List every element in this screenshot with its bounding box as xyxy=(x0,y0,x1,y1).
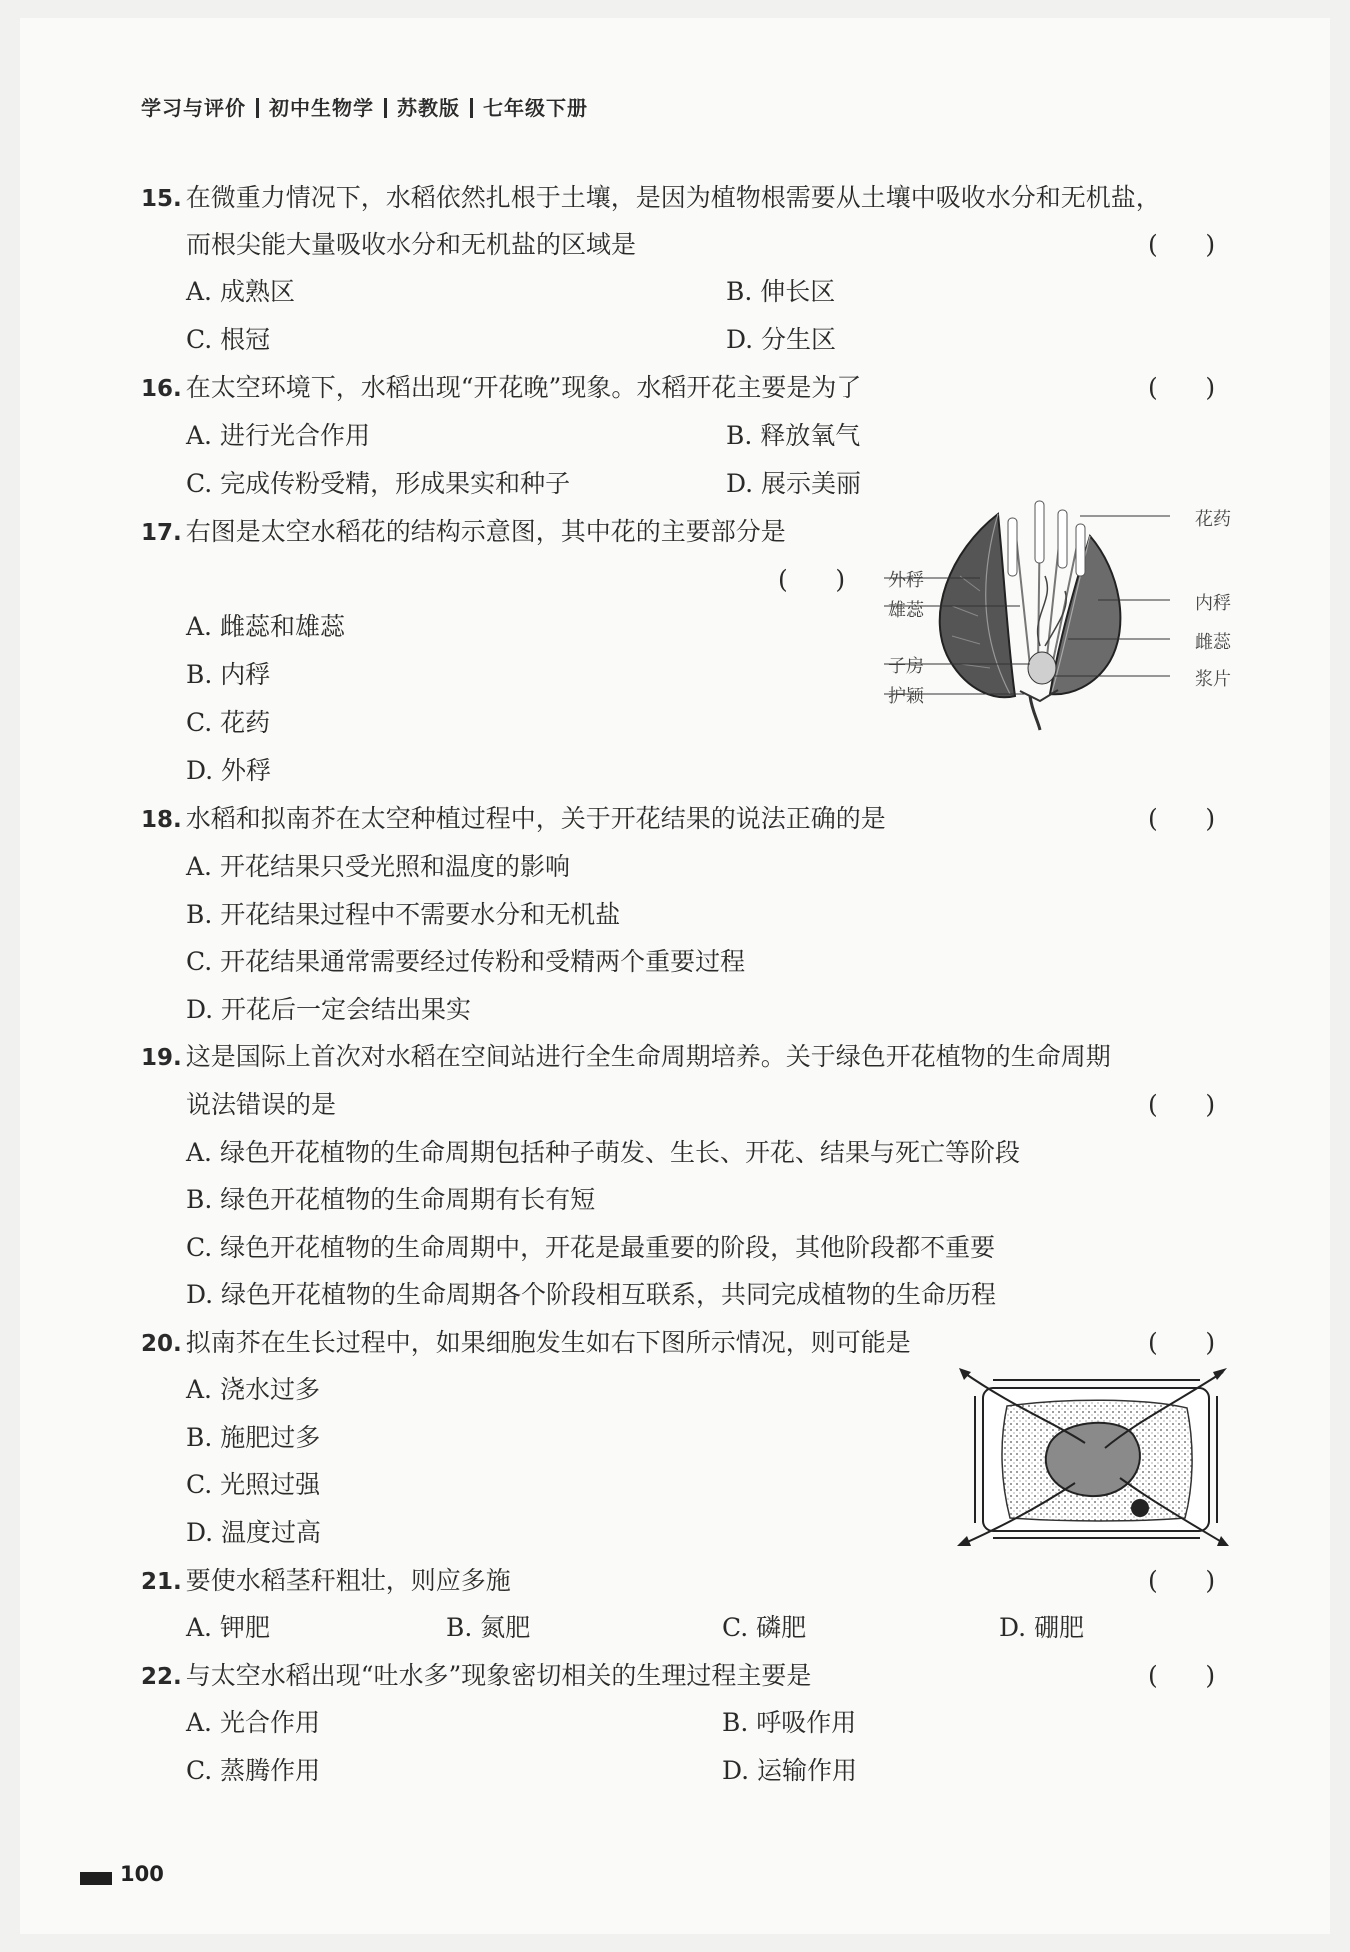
question-text: 右图是太空水稻花的结构示意图，其中花的主要部分是 xyxy=(185,517,786,546)
option-c: C. 开花结果通常需要经过传粉和受精两个重要过程 xyxy=(186,947,746,976)
label-glume: 护颖 xyxy=(888,686,924,707)
question-number: 22. xyxy=(141,1664,182,1690)
option-b: B. 内稃 xyxy=(186,660,271,689)
label-lodicule: 浆片 xyxy=(1195,669,1231,690)
option-b: B. 开花结果过程中不需要水分和无机盐 xyxy=(186,900,621,929)
label-lemma: 外稃 xyxy=(888,570,924,591)
header-divider xyxy=(384,98,387,118)
question-number: 20. xyxy=(141,1331,182,1357)
answer-blank[interactable]: ( ) xyxy=(1148,1090,1216,1119)
label-palea: 内稃 xyxy=(1195,593,1231,614)
option-d: D. 硼肥 xyxy=(999,1613,1085,1642)
question-text: 要使水稻茎秆粗壮，则应多施 xyxy=(185,1566,511,1595)
question-number: 17. xyxy=(141,520,182,546)
header-divider xyxy=(470,98,473,118)
question-22-stem xyxy=(141,1652,811,1701)
question-number: 21. xyxy=(141,1569,182,1595)
header-grade: 七年级下册 xyxy=(483,96,588,120)
label-pistil: 雌蕊 xyxy=(1195,632,1231,653)
option-b: B. 绿色开花植物的生命周期有长有短 xyxy=(186,1185,596,1214)
option-c: C. 磷肥 xyxy=(722,1613,807,1642)
plant-cell-water-loss-diagram xyxy=(955,1368,1230,1548)
answer-blank[interactable]: ( ) xyxy=(778,565,846,594)
header-series: 学习与评价 xyxy=(141,96,246,120)
option-a: A. 钾肥 xyxy=(186,1613,270,1642)
option-a: A. 雌蕊和雄蕊 xyxy=(186,612,345,641)
question-text: 水稻和拟南芥在太空种植过程中，关于开花结果的说法正确的是 xyxy=(185,804,886,833)
answer-blank[interactable]: ( ) xyxy=(1148,804,1216,833)
question-text: 与太空水稻出现“吐水多”现象密切相关的生理过程主要是 xyxy=(185,1661,812,1690)
option-b: B. 释放氧气 xyxy=(726,421,861,450)
question-21-stem xyxy=(141,1557,511,1606)
option-a: A. 浇水过多 xyxy=(186,1375,320,1404)
running-header xyxy=(141,92,588,121)
question-18-stem xyxy=(141,795,886,844)
question-15-stem xyxy=(141,174,1161,223)
question-20-stem xyxy=(141,1319,911,1368)
option-d: D. 开花后一定会结出果实 xyxy=(186,995,472,1024)
answer-blank[interactable]: ( ) xyxy=(1148,373,1216,402)
header-divider xyxy=(256,98,259,118)
option-d: D. 运输作用 xyxy=(722,1756,858,1785)
option-c: C. 完成传粉受精，形成果实和种子 xyxy=(186,469,571,498)
option-b: B. 施肥过多 xyxy=(186,1423,321,1452)
answer-blank[interactable]: ( ) xyxy=(1148,230,1216,259)
option-a: A. 绿色开花植物的生命周期包括种子萌发、生长、开花、结果与死亡等阶段 xyxy=(186,1138,1020,1167)
page-number: 100 xyxy=(120,1862,164,1886)
footer-marker xyxy=(80,1872,112,1885)
question-text: 在微重力情况下，水稻依然扎根于土壤，是因为植物根需要从土壤中吸收水分和无机盐， xyxy=(185,183,1161,212)
option-c: C. 花药 xyxy=(186,708,271,737)
question-text: 在太空环境下，水稻出现“开花晚”现象。水稻开花主要是为了 xyxy=(185,373,862,402)
question-text: 这是国际上首次对水稻在空间站进行全生命周期培养。关于绿色开花植物的生命周期 xyxy=(185,1042,1111,1071)
label-ovary: 子房 xyxy=(888,656,924,677)
option-a: A. 进行光合作用 xyxy=(186,421,370,450)
option-c: C. 蒸腾作用 xyxy=(186,1756,321,1785)
option-c: C. 根冠 xyxy=(186,325,271,354)
question-number: 16. xyxy=(141,376,182,402)
option-d: D. 展示美丽 xyxy=(726,469,862,498)
label-anther: 花药 xyxy=(1195,509,1231,530)
question-number: 15. xyxy=(141,186,182,212)
question-text: 拟南芥在生长过程中，如果细胞发生如右下图所示情况，则可能是 xyxy=(185,1328,911,1357)
question-16-stem xyxy=(141,364,861,413)
header-edition: 苏教版 xyxy=(397,96,460,120)
question-19-stem-line2: 说法错误的是 xyxy=(186,1090,337,1119)
question-15-stem-line2: 而根尖能大量吸收水分和无机盐的区域是 xyxy=(186,230,637,259)
option-d: D. 绿色开花植物的生命周期各个阶段相互联系，共同完成植物的生命历程 xyxy=(186,1280,997,1309)
answer-blank[interactable]: ( ) xyxy=(1148,1566,1216,1595)
answer-blank[interactable]: ( ) xyxy=(1148,1661,1216,1690)
header-subject: 初中生物学 xyxy=(269,96,374,120)
option-d: D. 分生区 xyxy=(726,325,837,354)
rice-flower-diagram xyxy=(880,496,1180,732)
option-a: A. 开花结果只受光照和温度的影响 xyxy=(186,852,570,881)
option-d: D. 温度过高 xyxy=(186,1518,322,1547)
question-17-stem xyxy=(141,508,786,557)
option-b: B. 伸长区 xyxy=(726,277,836,306)
option-b: B. 呼吸作用 xyxy=(722,1708,857,1737)
option-c: C. 光照过强 xyxy=(186,1470,321,1499)
label-stamen: 雄蕊 xyxy=(888,600,924,621)
answer-blank[interactable]: ( ) xyxy=(1148,1328,1216,1357)
option-c: C. 绿色开花植物的生命周期中，开花是最重要的阶段，其他阶段都不重要 xyxy=(186,1233,996,1262)
question-number: 19. xyxy=(141,1045,182,1071)
option-b: B. 氮肥 xyxy=(446,1613,531,1642)
question-number: 18. xyxy=(141,807,182,833)
option-d: D. 外稃 xyxy=(186,756,272,785)
question-19-stem xyxy=(141,1033,1111,1082)
option-a: A. 成熟区 xyxy=(186,277,295,306)
option-a: A. 光合作用 xyxy=(186,1708,320,1737)
